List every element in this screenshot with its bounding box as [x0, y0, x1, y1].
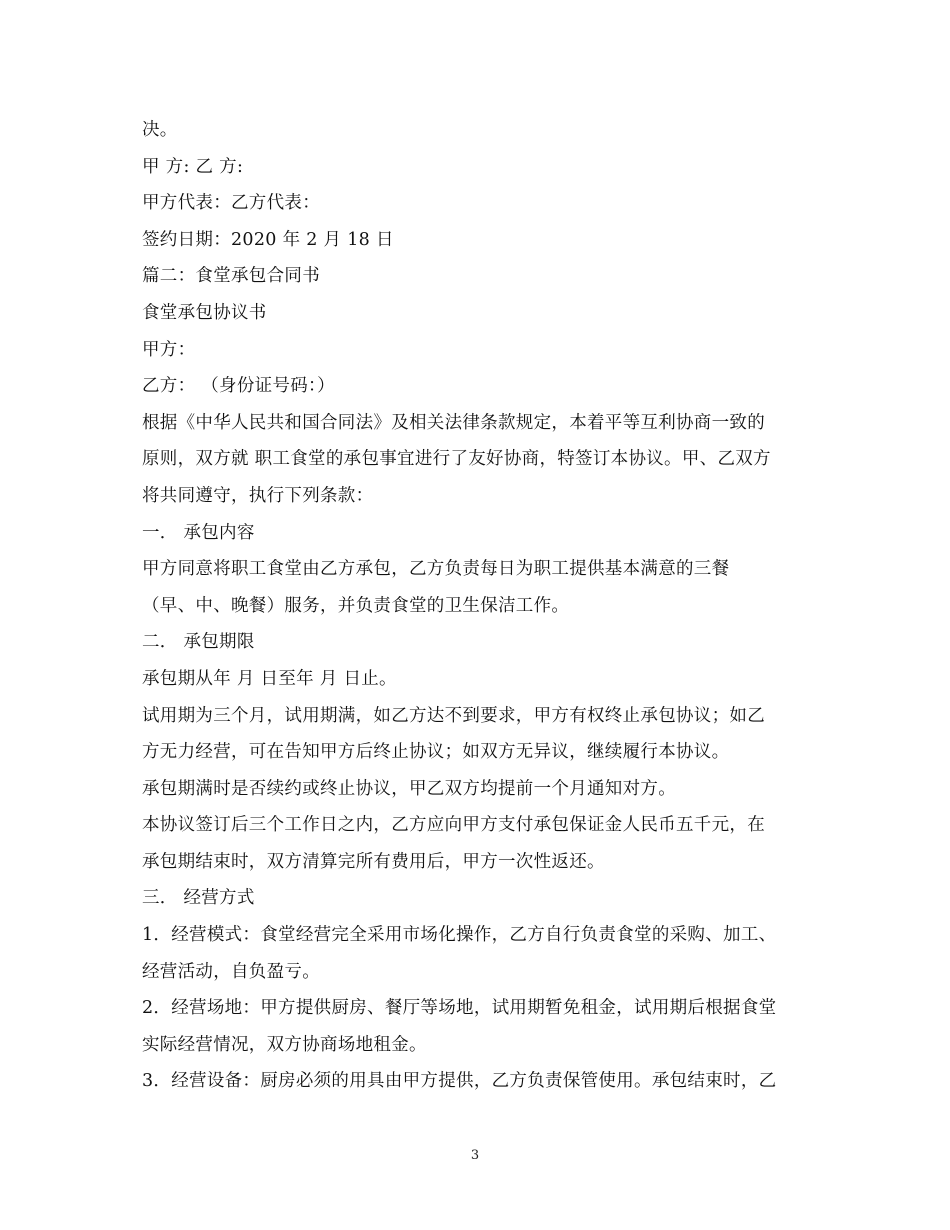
text-line: 甲方：: [142, 339, 196, 360]
text-line: 实际经营情况，双方协商场地租金。: [142, 1034, 427, 1055]
text-line: 承包期结束时，双方清算完所有费用后，甲方一次性返还。: [142, 851, 605, 872]
text-line: 经营活动，自负盈亏。: [142, 961, 320, 982]
text-line: 签约日期：2020 年 2 月 18 日: [142, 229, 394, 250]
document-body: [142, 112, 812, 1100]
text-line: 承包期从年 月 日至年 月 日止。: [142, 668, 397, 689]
text-line: 甲方同意将职工食堂由乙方承包，乙方负责每日为职工提供基本满意的三餐: [142, 559, 730, 580]
text-line: 根据《中华人民共和国合同法》及相关法律条款规定，本着平等互利协商一致的: [142, 412, 765, 433]
clause-heading: 二． 承包期限: [142, 632, 255, 653]
clause-heading: 三． 经营方式: [142, 888, 255, 909]
text-line: 乙方： （身份证号码：）: [142, 376, 335, 397]
text-line: 将共同遵守，执行下列条款：: [142, 485, 374, 506]
text-line: 方无力经营，可在告知甲方后终止协议；如双方无异议，继续履行本协议。: [142, 742, 730, 763]
text-line: 甲方代表：乙方代表：: [142, 193, 320, 214]
text-line: 2．经营场地：甲方提供厨房、餐厅等场地，试用期暂免租金，试用期后根据食堂: [142, 998, 777, 1019]
text-line: 本协议签订后三个工作日之内，乙方应向甲方支付承包保证金人民币五千元，在: [142, 815, 765, 836]
text-line: 1．经营模式：食堂经营完全采用市场化操作，乙方自行负责食堂的采购、加工、: [142, 925, 777, 946]
text-line: 承包期满时是否续约或终止协议，甲乙双方均提前一个月通知对方。: [142, 778, 676, 799]
text-line: 甲 方: 乙 方:: [142, 156, 244, 177]
text-line: 决。: [142, 120, 178, 140]
text-line: 原则，双方就 职工食堂的承包事宜进行了友好协商，特签订本协议。甲、乙双方: [142, 449, 771, 470]
clause-heading: 一． 承包内容: [142, 522, 255, 543]
text-line: 3．经营设备：厨房必须的用具由甲方提供，乙方负责保管使用。承包结束时，乙: [142, 1071, 777, 1092]
page-number: 3: [470, 1148, 480, 1163]
text-line: （早、中、晚餐）服务，并负责食堂的卫生保洁工作。: [142, 595, 570, 616]
section-heading: 篇二：食堂承包合同书: [142, 266, 320, 287]
text-line: 试用期为三个月，试用期满，如乙方达不到要求，甲方有权终止承包协议；如乙: [142, 705, 765, 726]
document-title: 食堂承包协议书: [142, 302, 267, 323]
